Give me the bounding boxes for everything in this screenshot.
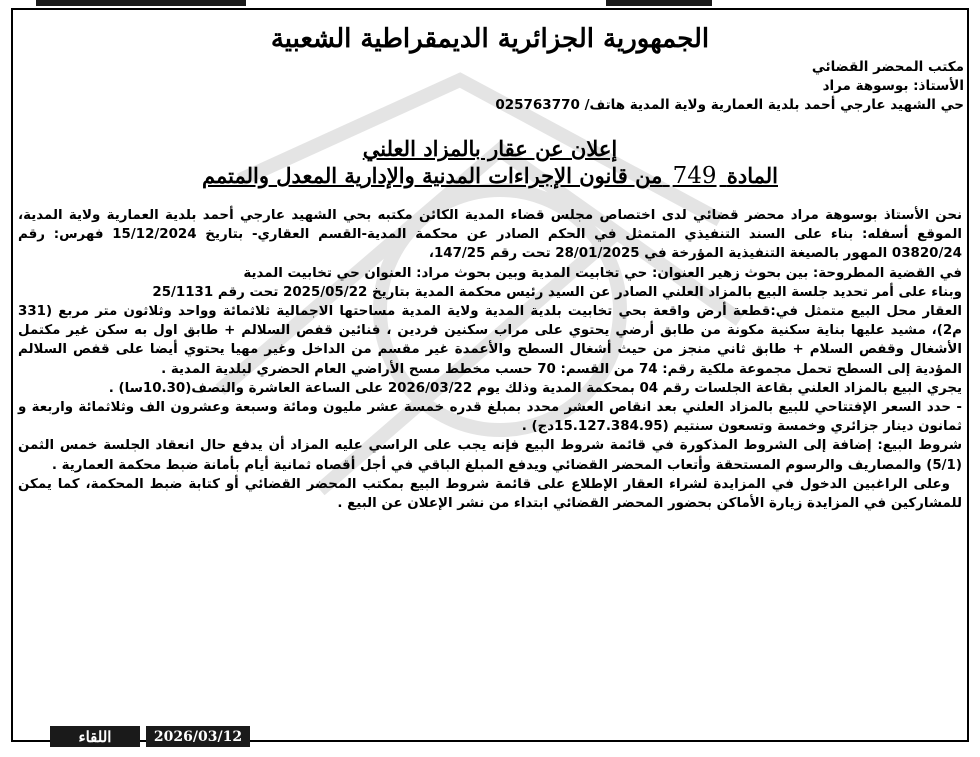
office-address-phone: حي الشهيد عارجي أحمد بلدية العمارية ولاية المدية هاتف/ 025763770 [495,97,964,113]
paragraph-intro: نحن الأستاذ بوسوهة مراد محضر قضائي لدى اختصاص مجلس قضاء المدية الكائن مكتبه بحي الشهيد عارجي أحمد بلدية العمارية ولاية المدية، الموقع أسفله: بناء على السند التنفيذي المتمثل في الحكم الصادر عن محكمة المدية-القسم العقاري- بتاريخ 15/12/2024 فهرس: رقم 03820/24 المهور بالصيغة التنفيذية المؤرخة في 28/01/2025 تحت رقم 147/25، [18,208,962,262]
top-strip-left [36,0,246,6]
notice-body [18,206,962,513]
bailiff-office-block [24,58,964,115]
paragraph-court-order: وبناء على أمر تحديد جلسة البيع بالمزاد العلني الصادر عن السيد رئيس محكمة المدية بتاريخ 2025/05/22 تحت رقم 25/1131 [152,284,962,300]
paragraph-opening-price: - حدد السعر الإفتتاحي للبيع بالمزاد العلني بعد انقاص العشر محدد بمبلغ قدره خمسة عشر مليون ومائة وسبعة وعشرون الف وثلاثمائة واربعة و ثمانون دينار جزائري وخمسة وتسعون سنتيم (15.127.384.95دج) . [18,400,962,435]
footer-newspaper-name: اللقاء [50,726,140,747]
paragraph-auction-session: يجري البيع بالمزاد العلني بقاعة الجلسات رقم 04 بمحكمة المدية وذلك يوم 2026/03/22 على الساعة العاشرة والنصف(10.30سا) . [108,380,962,396]
top-strip-right [606,0,712,6]
paragraph-sale-conditions: شروط البيع: إضافة إلى الشروط المذكورة في قائمة شروط البيع فإنه يجب على الراسي عليه المزاد أن يدفع حال انعقاد الجلسة خمس الثمن (5/1) والمصاريف والرسوم المستحقة وأتعاب المحضر القضائي ويدفع المبلغ الباقي في أجل أقصاه ثمانية أيام بأمانة ضبط محكمة العمارية . [18,438,962,473]
article-number: 749 [672,163,717,189]
paragraph-participation: وعلى الراغبين الدخول في المزايدة لشراء العقار الإطلاع على قائمة شروط البيع بمكتب المحضر القضائي أو كتابة ضبط المحكمة، كما يمكن للمشاركين في المزايدة زيارة الأماكن بحضور المحضر القضائي ابتداء من نشر الإعلان عن البيع . [18,476,962,512]
article-reference [15,162,965,190]
office-name: مكتب المحضر القضائي [811,59,964,75]
footer-date: 2026/03/12 [146,726,250,747]
notice-title: إعلان عن عقار بالمزاد العلني [362,136,618,161]
bailiff-name: الأستاذ: بوسوهة مراد [822,78,964,94]
country-header: الجمهورية الجزائرية الديمقراطية الشعبية [270,24,710,54]
article-law: من قانون الإجراءات المدنية والإدارية المعدل والمتمم [202,163,663,188]
article-prefix: المادة [726,163,778,188]
paragraph-parties: في القضية المطروحة: بين بحوث زهير العنوان: حي تخابيت المدية وبين بحوث مراد: العنوان حي تخابيت المدية [243,265,962,281]
paragraph-property: العقار محل البيع متمثل في:قطعة أرض واقعة بحي تخابيت بلدية المدية ولاية المدية مساحتها الاجمالية ثلاثمائة وواحد وثلاثون متر مربع (331 م2)، مشيد عليها بناية سكنية مكونة من طابق أرضي يحتوي على مراب سكنين فردين ، فنائين قفص السلالم + طابق اول به سكن غير مكتمل الأشغال وقفص السلام + طابق ثاني منجز من حيث أشغال السطح والأعمدة غير مقسم من الداخل وغير مهيا يحتوي أيضا على قفص السلالم المؤدية إلى السطح تحمل مجموعة ملكية رقم: 74 من القسم: 70 حسب مخطط مسح الأراضي العام الحضري لبلدية المدية . [18,304,962,377]
